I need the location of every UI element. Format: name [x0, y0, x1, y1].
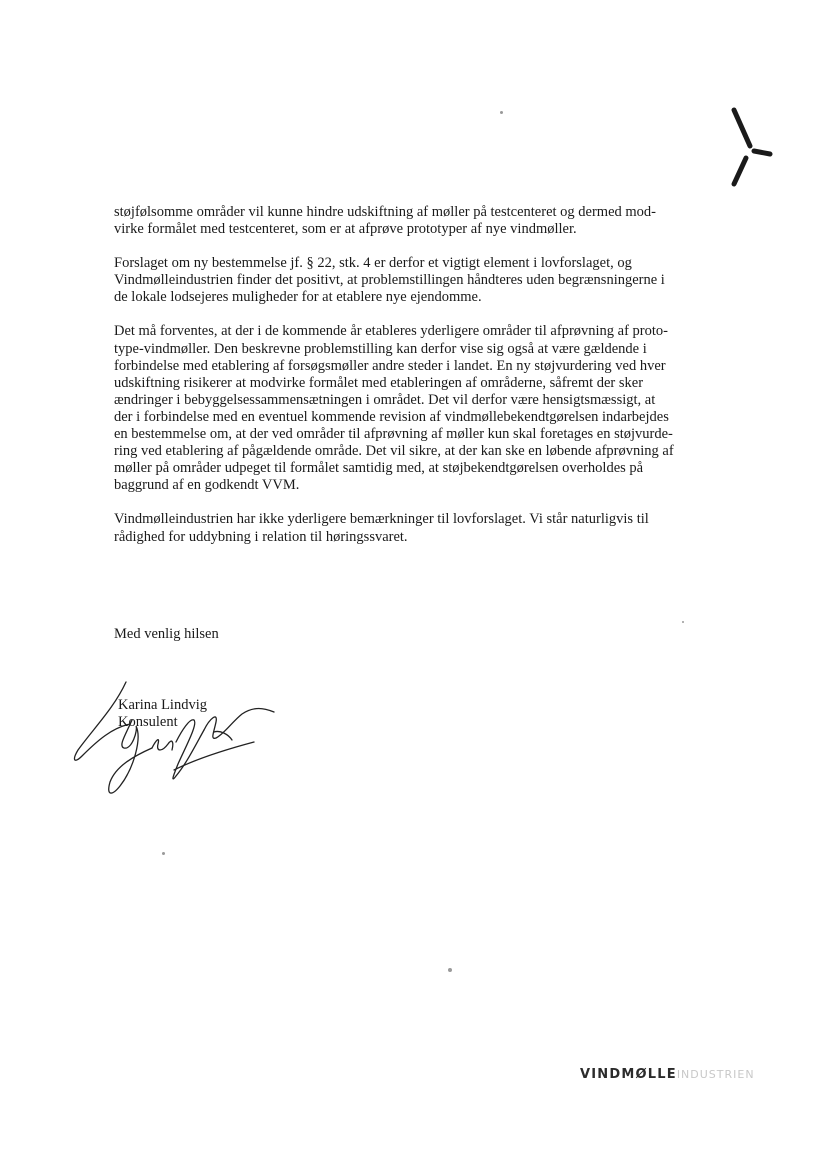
paragraph-line: de lokale lodsejeres muligheder for at etablere nye ejendomme.	[114, 289, 482, 306]
scan-speck	[682, 621, 684, 623]
paragraph-line: der i forbindelse med en eventuel kommende revision af vindmøllebekendtgørelsen indarbejdes	[114, 408, 669, 425]
letter-body	[114, 204, 694, 563]
paragraph-line: ring ved etablering af pågældende område. Det vil sikre, at der kan ske en løbende afprøvning af	[114, 443, 674, 460]
paragraph-line: virke formålet med testcenteret, som er at afprøve prototyper af nye vindmøller.	[114, 221, 577, 238]
wind-turbine-rotor-icon	[722, 104, 782, 194]
paragraph-line: rådighed for uddybning i relation til høringssvaret.	[114, 528, 408, 545]
scan-speck	[162, 852, 165, 855]
scan-speck	[500, 111, 503, 114]
paragraph-line: forbindelse med etablering af forsøgsmøller andre steder i landet. En ny støjvurdering ved hver	[114, 357, 666, 374]
letter-paragraph	[114, 204, 694, 238]
paragraph-line: en bestemmelse om, at der ved områder til afprøvning af møller kun skal foretages en støjvurde-	[114, 426, 673, 443]
paragraph-line: Det må forventes, at der i de kommende år etableres yderligere områder til afprøvning af proto-	[114, 323, 668, 340]
paragraph-line: baggrund af en godkendt VVM.	[114, 477, 300, 494]
letter-paragraph	[114, 511, 694, 545]
paragraph-line: Forslaget om ny bestemmelse jf. § 22, stk. 4 er derfor et vigtigt element i lovforslaget, og	[114, 255, 632, 272]
paragraph-line: type-vindmøller. Den beskrevne problemstilling kan derfor vise sig også at være gældende i	[114, 340, 647, 357]
paragraph-line: Vindmølleindustrien finder det positivt, at problemstillingen håndteres uden begrænsningerne i	[114, 272, 665, 289]
paragraph-line: støjfølsomme områder vil kunne hindre udskiftning af møller på testcenteret og dermed mod-	[114, 204, 656, 220]
paragraph-line: Vindmølleindustrien har ikke yderligere bemærkninger til lovforslaget. Vi står naturligvis til	[114, 511, 649, 528]
brand-wordmark-strong: VINDMØLLE	[580, 1067, 677, 1082]
handwritten-signature-icon	[64, 668, 284, 808]
closing-salutation: Med venlig hilsen	[114, 626, 219, 642]
letter-paragraph	[114, 255, 694, 306]
signer-name: Karina Lindvig	[118, 697, 207, 713]
signer-title: Konsulent	[118, 714, 178, 730]
paragraph-line: ændringer i bebyggelsessammensætningen i området. Det vil derfor være hensigtsmæssigt, at	[114, 391, 656, 408]
footer-brand-wordmark	[580, 1067, 755, 1082]
scan-speck	[448, 968, 452, 972]
brand-wordmark-light: INDUSTRIEN	[676, 1068, 755, 1081]
letter-paragraph	[114, 323, 694, 494]
paragraph-line: udskiftning risikerer at modvirke formålet med etableringen af områderne, såfremt der sker	[114, 374, 644, 391]
paragraph-line: møller på områder udpeget til formålet samtidig med, at støjbekendtgørelsen overholdes på	[114, 460, 644, 477]
